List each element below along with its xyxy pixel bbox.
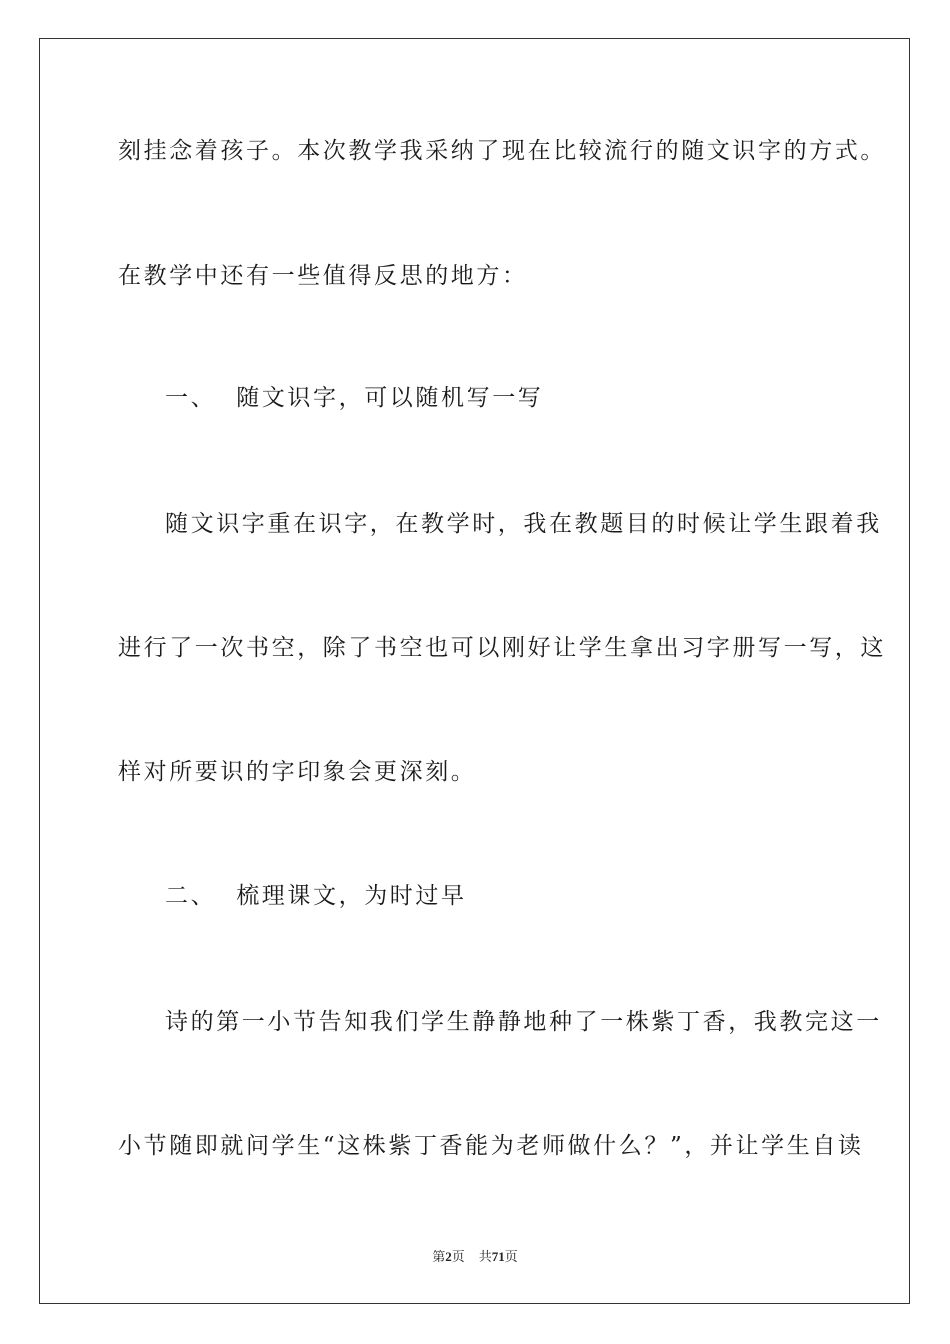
heading-text-1: 随文识字，可以随机写一写	[236, 385, 544, 411]
page-number: 2	[445, 1249, 452, 1264]
page-footer	[0, 1248, 950, 1266]
text-line-9: 小节随即就问学生“这株紫丁香能为老师做什么？”，并让学生自读	[118, 1133, 864, 1159]
text-line-4: 随文识字重在识字，在教学时，我在教题目的时候让学生跟着我	[165, 511, 882, 537]
total-prefix: 共	[478, 1249, 492, 1264]
page-prefix: 第	[432, 1249, 446, 1264]
heading-number-1: 一、	[165, 385, 217, 411]
text-line-2: 在教学中还有一些值得反思的地方：	[118, 263, 528, 289]
section-heading-1	[165, 383, 543, 413]
page-border	[39, 38, 910, 1304]
text-line-5: 进行了一次书空，除了书空也可以刚好让学生拿出习字册写一写，这	[118, 635, 886, 661]
text-line-6: 样对所要识的字印象会更深刻。	[118, 759, 477, 785]
text-line-1: 刻挂念着孩子。本次教学我采纳了现在比较流行的随文识字的方式。	[118, 138, 886, 164]
section-heading-2	[165, 881, 467, 911]
page-suffix: 页	[451, 1249, 465, 1264]
text-line-8: 诗的第一小节告知我们学生静静地种了一株紫丁香，我教完这一	[165, 1009, 882, 1035]
heading-number-2: 二、	[165, 883, 217, 909]
heading-text-2: 梳理课文，为时过早	[236, 883, 467, 909]
total-suffix: 页	[504, 1249, 518, 1264]
total-pages: 71	[491, 1249, 505, 1264]
